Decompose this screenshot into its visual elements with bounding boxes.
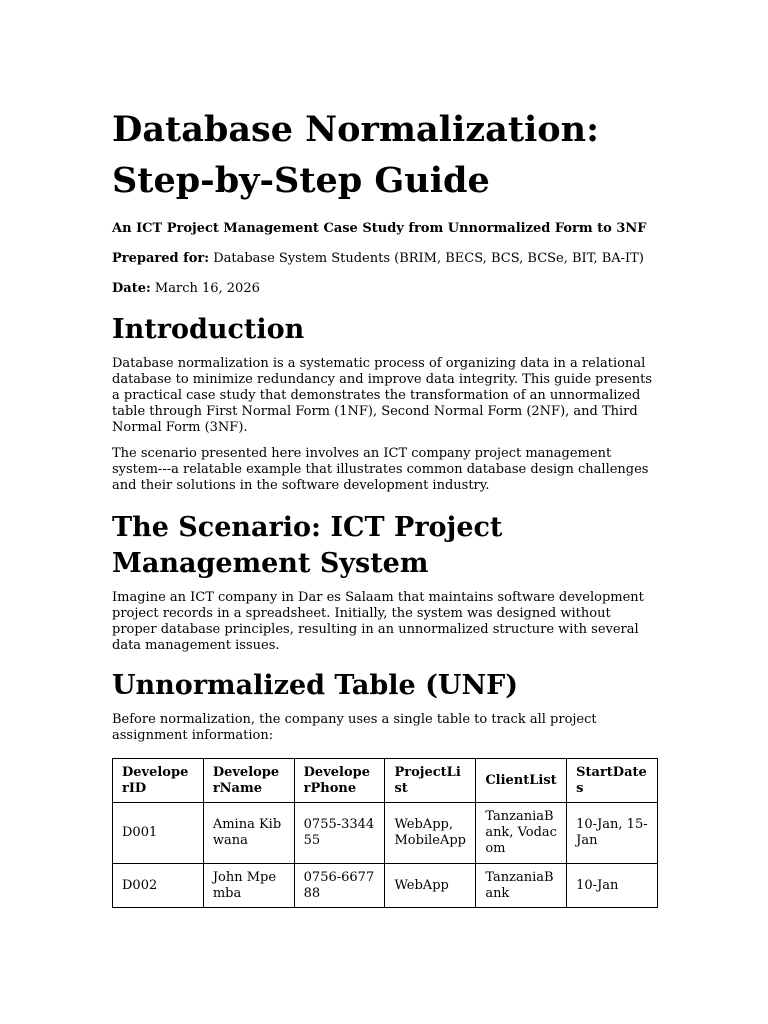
scenario-heading-line-1: The Scenario: ICT Project — [112, 512, 503, 543]
table-row — [113, 864, 658, 908]
table-cell: Amina Kibwana — [203, 803, 294, 864]
table-cell: WebApp — [385, 864, 476, 908]
table-cell: 0756-667788 — [294, 864, 385, 908]
document-page — [112, 104, 658, 908]
table-cell: WebApp, MobileApp — [385, 803, 476, 864]
table-header-cell: DeveloperName — [203, 759, 294, 803]
table-header-cell: DeveloperPhone — [294, 759, 385, 803]
scenario-heading — [112, 510, 658, 582]
table-header-cell: ProjectList — [385, 759, 476, 803]
table-cell: TanzaniaBank — [476, 864, 567, 908]
table-row — [113, 803, 658, 864]
prepared-for-label: Prepared for: — [112, 251, 210, 266]
scenario-paragraph-1: Imagine an ICT company in Dar es Salaam that maintains software development project records in a spreadsheet. Initially, the system was designed without proper database principles, resulting in an unnormalized structure with several data management issues. — [112, 590, 644, 653]
table-header-cell: StartDates — [567, 759, 658, 803]
scenario-heading-line-2: Management System — [112, 548, 429, 579]
title-line-1: Database Normalization: — [112, 109, 599, 150]
unf-heading: Unnormalized Table (UNF) — [112, 670, 519, 701]
title-line-2: Step-by-Step Guide — [112, 160, 490, 201]
document-title — [112, 104, 658, 206]
table-cell: D001 — [113, 803, 204, 864]
table-cell: 10-Jan — [567, 864, 658, 908]
table-cell: TanzaniaBank, Vodacom — [476, 803, 567, 864]
prepared-for-line — [112, 250, 658, 268]
table-cell: John Mpemba — [203, 864, 294, 908]
date-label: Date: — [112, 281, 151, 296]
document-subtitle: An ICT Project Management Case Study from Unnormalized Form to 3NF — [112, 221, 647, 236]
introduction-paragraph-2: The scenario presented here involves an ICT company project management system---a relatable example that illustrates common database design challenges and their solutions in the software development industry. — [112, 446, 649, 493]
table-cell: D002 — [113, 864, 204, 908]
prepared-for-value: Database System Students (BRIM, BECS, BCS, BCSe, BIT, BA-IT) — [209, 251, 644, 266]
unf-table — [112, 758, 658, 908]
date-value: March 16, 2026 — [150, 281, 260, 296]
table-cell: 0755-334455 — [294, 803, 385, 864]
table-header-cell: ClientList — [476, 759, 567, 803]
table-header-row — [113, 759, 658, 803]
table-header-cell: DeveloperID — [113, 759, 204, 803]
table-cell: 10-Jan, 15-Jan — [567, 803, 658, 864]
introduction-heading: Introduction — [112, 314, 305, 345]
unf-paragraph-1: Before normalization, the company uses a single table to track all project assignment information: — [112, 712, 597, 743]
introduction-paragraph-1: Database normalization is a systematic process of organizing data in a relational database to minimize redundancy and improve data integrity. This guide presents a practical case study that demonstrates the transformation of an unnormalized table through First Normal Form (1NF), Second Normal Form (2NF), and Third Normal Form (3NF). — [112, 356, 653, 435]
date-line — [112, 280, 658, 298]
